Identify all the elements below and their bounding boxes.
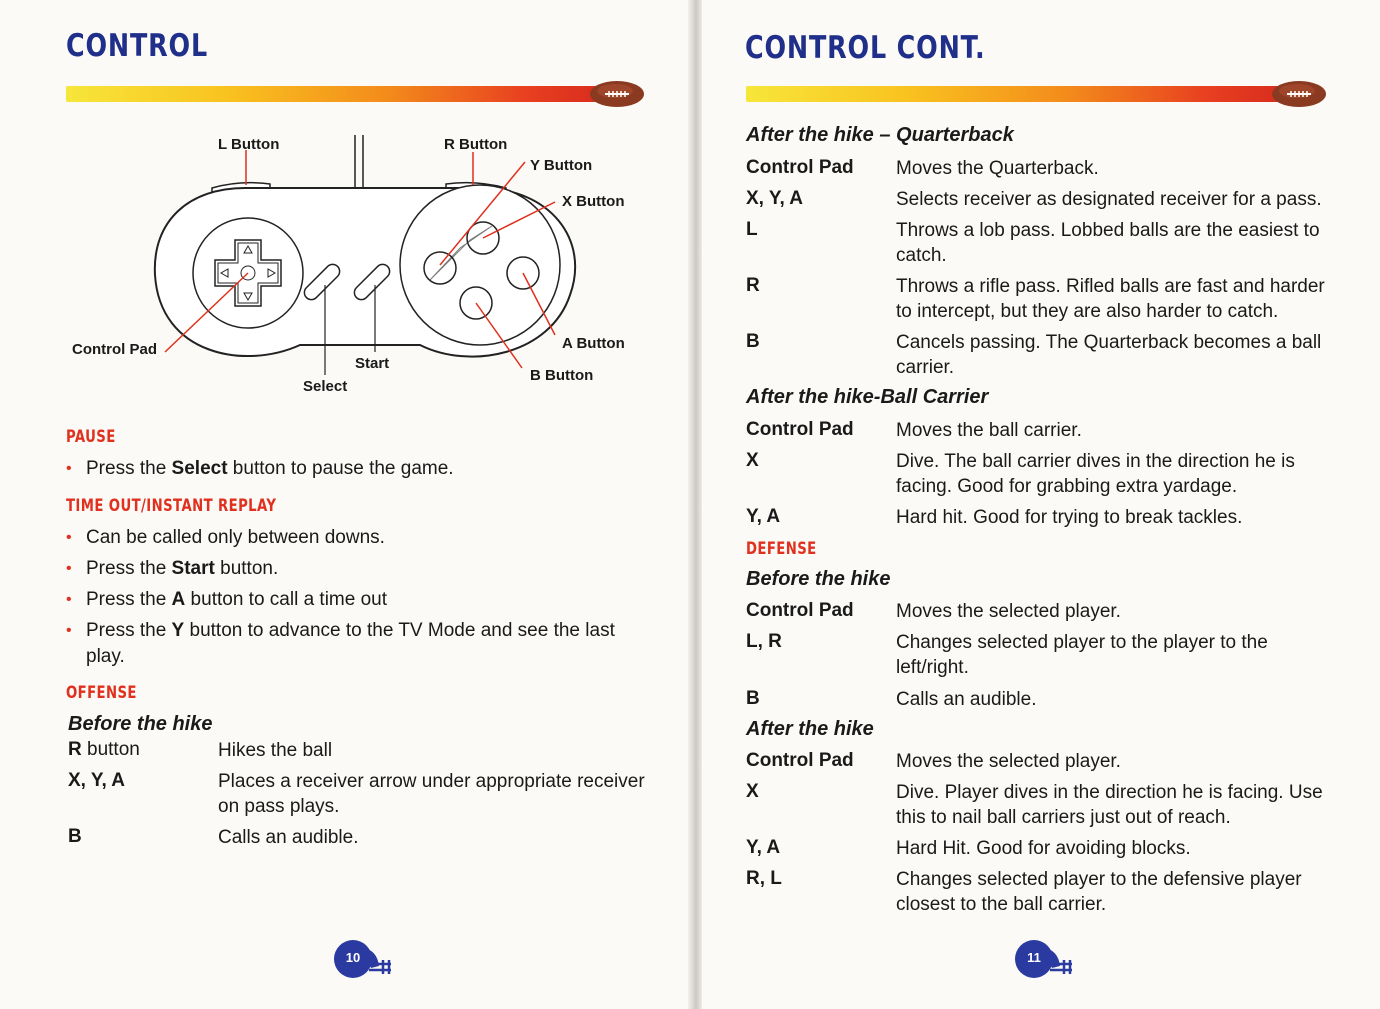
offense-key: X, Y, A [68,770,126,791]
offense-desc: Calls an audible. [218,827,359,848]
x-button-label: X Button [562,193,625,210]
football-icon [1270,78,1328,110]
timeout-item: • Press the Y button to advance to the TV Mode and see the last play. [66,620,615,667]
qb-desc: Throws a rifle pass. Rifled balls are fast and harder to intercept, but they are also harder to catch. [896,276,1325,322]
qb-key: B [746,331,760,352]
control-pad-label: Control Pad [72,341,157,358]
offense-key: B [68,826,82,847]
header-bar [746,86,1286,102]
def-desc: Moves the selected player. [896,751,1121,772]
page-number-helmet [1014,938,1076,985]
header-bar [66,86,606,102]
y-button-label: Y Button [530,157,593,174]
def-desc: Changes selected player to the player to the left/right. [896,632,1268,678]
start-label: Start [355,355,390,372]
pause-item: • Press the Select button to pause the game. [66,458,454,479]
def-key: R, L [746,868,782,889]
offense-heading: OFFENSE [66,683,137,703]
l-button-label: L Button [218,136,280,153]
def-key: Control Pad [746,600,854,621]
qb-desc: Throws a lob pass. Lobbed balls are the easiest to catch. [896,220,1320,266]
qb-heading: After the hike – Quarterback [746,124,1014,146]
defense-heading: DEFENSE [746,539,817,559]
qb-key: X, Y, A [746,188,804,209]
offense-subheading: Before the hike [68,713,213,735]
timeout-item: • Can be called only between downs. [66,527,385,548]
page-title: CONTROL [66,28,209,64]
def-desc: Moves the selected player. [896,601,1121,622]
qb-desc: Cancels passing. The Quarterback becomes a ball carrier. [896,332,1322,378]
def-key: Control Pad [746,750,854,771]
page-title: CONTROL CONT. [745,30,986,66]
page-number: 10 [345,950,361,965]
qb-key: L [746,219,758,240]
select-label: Select [303,378,348,395]
controller-diagram [150,130,593,390]
timeout-item: • Press the A button to call a time out [66,589,388,610]
def-key: B [746,688,760,709]
def-after-heading: After the hike [746,718,874,740]
bc-desc: Hard hit. Good for trying to break tackles. [896,507,1243,528]
offense-desc: Hikes the ball [218,740,333,761]
def-desc: Calls an audible. [896,689,1037,710]
right-page [700,0,1380,1009]
bc-key: Y, A [746,506,781,527]
qb-desc: Moves the Quarterback. [896,158,1099,179]
qb-key: Control Pad [746,157,854,178]
bc-key: Control Pad [746,419,854,440]
qb-desc: Selects receiver as designated receiver for a pass. [896,189,1322,210]
bc-heading: After the hike-Ball Carrier [746,386,989,408]
pause-heading: PAUSE [66,427,116,447]
timeout-heading: TIME OUT/INSTANT REPLAY [66,496,277,516]
r-button-label: R Button [444,136,508,153]
def-key: Y, A [746,837,781,858]
page-number-helmet [333,938,395,985]
a-button-label: A Button [562,335,625,352]
bc-key: X [746,450,759,471]
def-key: L, R [746,631,782,652]
def-desc: Dive. Player dives in the direction he is facing. Use this to nail ball carriers just out of reach. [896,782,1323,828]
qb-key: R [746,275,760,296]
def-before-heading: Before the hike [746,568,891,590]
def-desc: Changes selected player to the defensive player closest to the ball carrier. [896,869,1302,915]
offense-key: R button [68,739,140,760]
bc-desc: Dive. The ball carrier dives in the direction he is facing. Good for grabbing extra yardage. [896,451,1295,497]
b-button-label: B Button [530,367,594,384]
def-key: X [746,781,759,802]
timeout-item: • Press the Start button. [66,558,279,579]
football-icon [588,78,646,110]
def-desc: Hard Hit. Good for avoiding blocks. [896,838,1191,859]
page-number: 11 [1027,950,1041,965]
bc-desc: Moves the ball carrier. [896,420,1082,441]
offense-desc: Places a receiver arrow under appropriate receiver on pass plays. [218,771,645,817]
